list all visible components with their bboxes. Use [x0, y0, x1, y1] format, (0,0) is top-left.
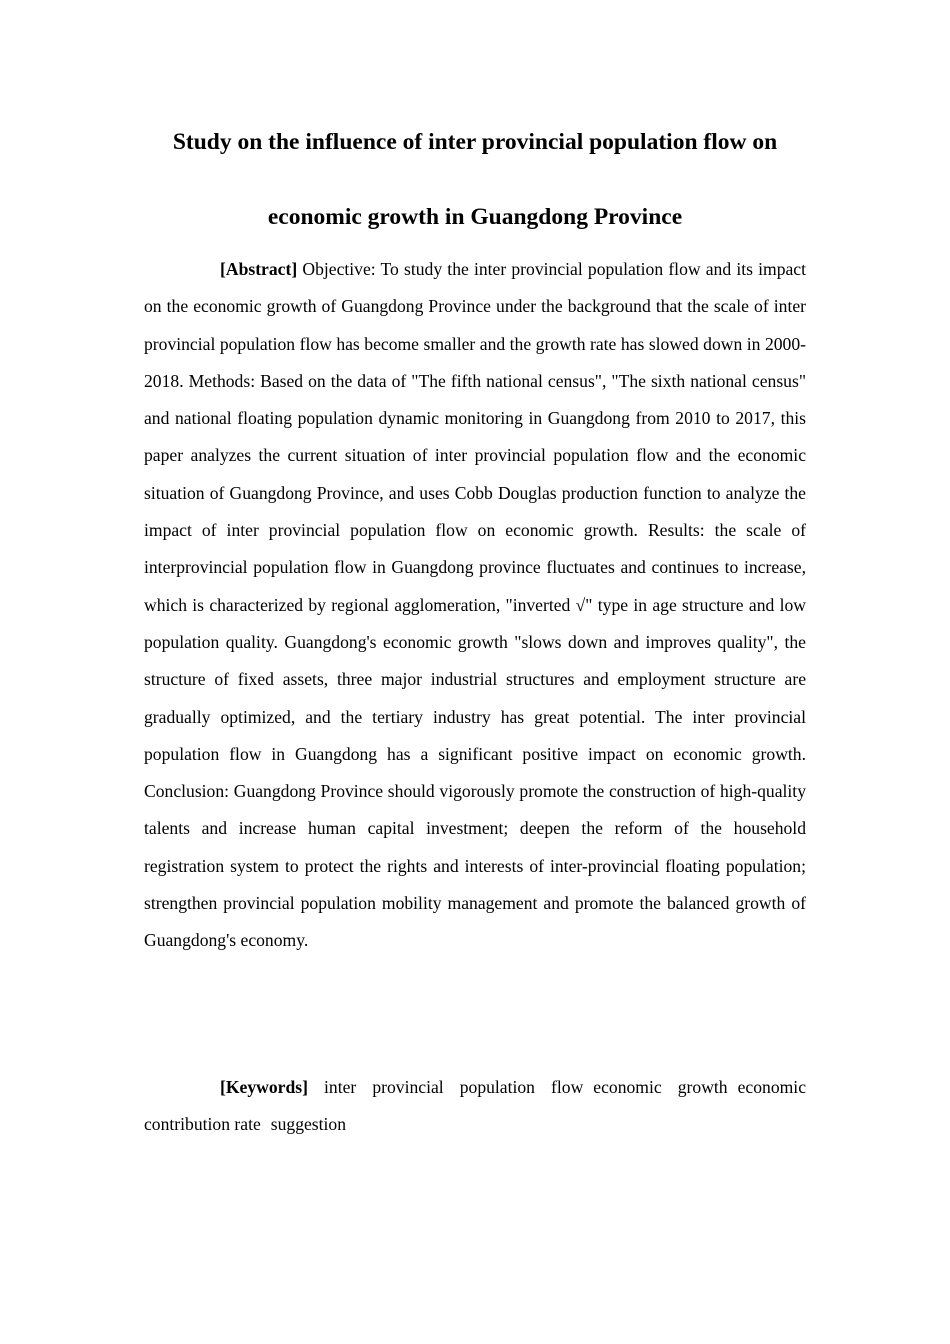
keyword-item: inter provincial population flow: [324, 1077, 584, 1097]
document-title-line-2: economic growth in Guangdong Province: [267, 204, 683, 230]
abstract-paragraph: [144, 251, 806, 960]
abstract-text: Objective: To study the inter provincial population flow and its impact on the economic growth of Guangdong Province under the background that the scale of inter provincial population flow has become smaller and the growth rate has slowed down in 2000-2018. Methods: Based on the data of "The fifth national census", "The sixth national census" and national floating population dynamic monitoring in Guangdong from 2010 to 2017, this paper analyzes the current situation of inter provincial population flow and the economic situation of Guangdong Province, and uses Cobb Douglas production function to analyze the impact of inter provincial population flow on economic growth. Results: the scale of interprovincial population flow in Guangdong province fluctuates and continues to increase, which is characterized by regional agglomeration, "inverted √" type in age structure and low population quality. Guangdong's economic growth "slows down and improves quality", the structure of fixed assets, three major industrial structures and employment structure are gradually optimized, and the tertiary industry has great potential. The inter provincial population flow in Guangdong has a significant positive impact on economic growth. Conclusion: Guangdong Province should vigorously promote the construction of high-quality talents and increase human capital investment; deepen the reform of the household registration system to protect the rights and interests of inter-provincial floating population; strengthen provincial population mobility management and promote the balanced growth of Guangdong's economy.: [144, 259, 806, 951]
keyword-item: economic growth: [593, 1077, 728, 1097]
keyword-item: suggestion: [270, 1114, 347, 1135]
keywords-label: [Keywords]: [220, 1077, 308, 1097]
keywords-paragraph: [144, 1069, 806, 1144]
abstract-label: [Abstract]: [220, 259, 298, 279]
document-title-line-1: Study on the influence of inter provincial population flow on: [172, 129, 778, 155]
keyword-item: economic contribution rate: [144, 1077, 806, 1135]
